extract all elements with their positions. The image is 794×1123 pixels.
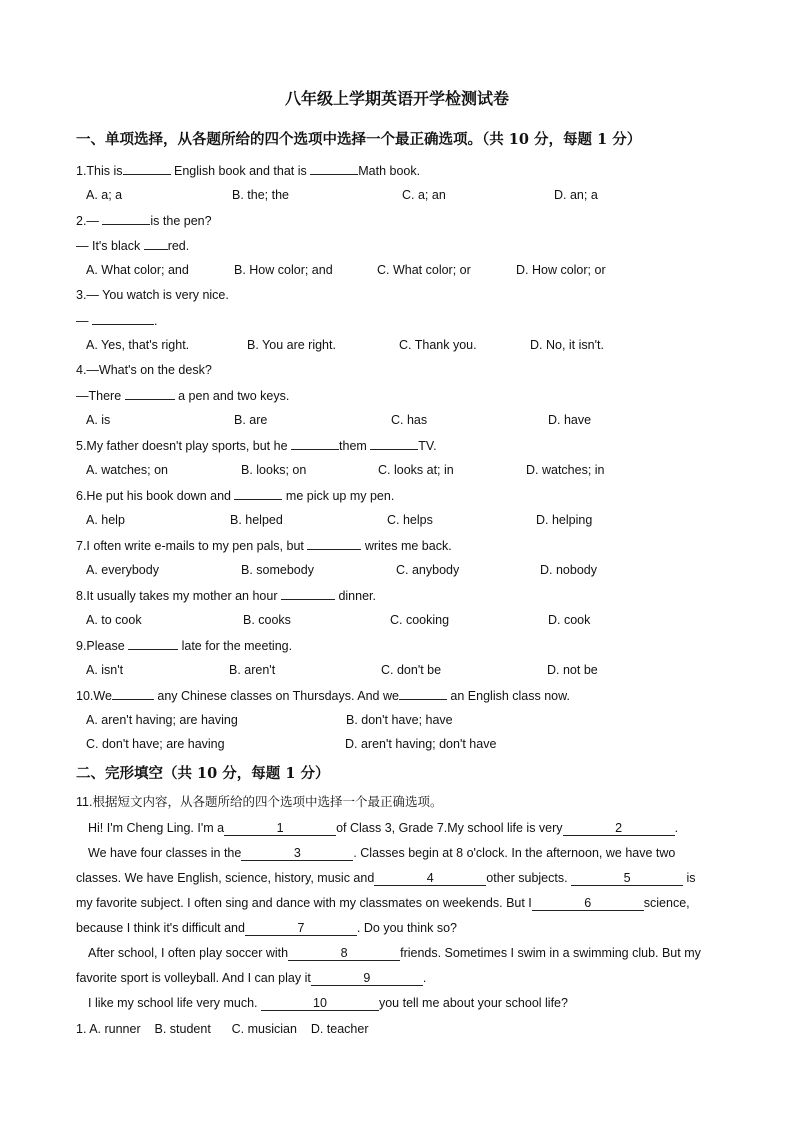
question-9: 9.Please late for the meeting. xyxy=(76,639,293,653)
option-a: A. is xyxy=(86,413,111,427)
answer-blank xyxy=(234,487,282,500)
question-4-reply: —There a pen and two keys. xyxy=(76,389,290,403)
question-2: 2.— is the pen? xyxy=(76,214,212,228)
option-b: B. helped xyxy=(230,513,283,527)
passage-line: favorite sport is volleyball. And I can play it 9 . xyxy=(76,971,427,985)
section-2-heading: 二、完形填空（共 10 分，每题 1 分） xyxy=(76,765,330,782)
option-d: D. No, it isn't. xyxy=(530,338,604,352)
option-c: C. looks at; in xyxy=(378,463,454,477)
option-b: B. the; the xyxy=(232,188,289,202)
answer-blank xyxy=(128,637,178,650)
option-b: B. looks; on xyxy=(241,463,307,477)
numbered-blank: 10 xyxy=(261,996,379,1011)
answer-blank xyxy=(310,162,358,175)
numbered-blank: 7 xyxy=(245,921,357,936)
question-8: 8.It usually takes my mother an hour dinner. xyxy=(76,589,376,603)
option-c: C. What color; or xyxy=(377,263,471,277)
option-d: D. watches; in xyxy=(526,463,605,477)
answer-blank xyxy=(144,237,168,250)
question-5: 5.My father doesn't play sports, but he them TV. xyxy=(76,439,437,453)
option-b: B. How color; and xyxy=(234,263,333,277)
numbered-blank: 1 xyxy=(224,821,336,836)
option-b: B. somebody xyxy=(241,563,314,577)
passage-line: because I think it's difficult and 7 . Do you think so? xyxy=(76,921,457,935)
option-d: D. not be xyxy=(547,663,598,677)
question-1: 1.This is English book and that is Math book. xyxy=(76,164,421,178)
question-3-reply: — . xyxy=(76,314,158,328)
question-4: 4.—What's on the desk? xyxy=(76,363,212,377)
option-b: B. aren't xyxy=(229,663,276,677)
answer-blank xyxy=(112,687,154,700)
page-title: 八年级上学期英语开学检测试卷 xyxy=(284,89,509,108)
option-d: D. cook xyxy=(548,613,591,627)
answer-blank xyxy=(125,387,175,400)
passage-line: classes. We have English, science, history, music and 4 other subjects. 5 is xyxy=(76,871,696,885)
option-c: C. Thank you. xyxy=(399,338,477,352)
question-11-instruction: 11.根据短文内容，从各题所给的四个选项中选择一个最正确选项。 xyxy=(76,795,443,809)
answer-blank xyxy=(123,162,171,175)
option-c: C. anybody xyxy=(396,563,460,577)
option-c: C. don't be xyxy=(381,663,442,677)
option-a: A. Yes, that's right. xyxy=(86,338,190,352)
option-d: D. aren't having; don't have xyxy=(345,737,497,751)
option-a: A. everybody xyxy=(86,563,159,577)
option-d: D. nobody xyxy=(540,563,597,577)
option-a: A. help xyxy=(86,513,125,527)
passage-line: Hi! I'm Cheng Ling. I'm a 1 of Class 3, Grade 7.My school life is very 2 . xyxy=(88,821,679,835)
answer-blank xyxy=(307,537,361,550)
answer-blank xyxy=(370,437,418,450)
question-7: 7.I often write e-mails to my pen pals, but writes me back. xyxy=(76,539,452,553)
option-a: A. aren't having; are having xyxy=(86,713,238,727)
passage-line: my favorite subject. I often sing and dance with my classmates on weekends. But I 6 science, xyxy=(76,896,690,910)
numbered-blank: 6 xyxy=(532,896,644,911)
option-a: A. What color; and xyxy=(86,263,189,277)
option-d: D. How color; or xyxy=(516,263,606,277)
numbered-blank: 8 xyxy=(288,946,400,961)
option-a: A. to cook xyxy=(86,613,142,627)
option-c: C. a; an xyxy=(402,188,446,202)
numbered-blank: 5 xyxy=(571,871,683,886)
option-b: B. cooks xyxy=(243,613,291,627)
answer-blank xyxy=(92,312,154,325)
numbered-blank: 9 xyxy=(311,971,423,986)
passage-line: I like my school life very much. 10 you tell me about your school life? xyxy=(88,996,568,1010)
option-b: B. You are right. xyxy=(247,338,336,352)
answer-blank xyxy=(281,587,335,600)
answer-blank xyxy=(291,437,339,450)
option-c: C. helps xyxy=(387,513,433,527)
option-d: D. have xyxy=(548,413,592,427)
numbered-blank: 2 xyxy=(563,821,675,836)
passage-line: We have four classes in the 3 . Classes begin at 8 o'clock. In the afternoon, we have two xyxy=(88,846,676,860)
question-6: 6.He put his book down and me pick up my pen. xyxy=(76,489,395,503)
option-c: C. has xyxy=(391,413,428,427)
option-d: D. an; a xyxy=(554,188,598,202)
option-c: C. cooking xyxy=(390,613,450,627)
option-a: A. a; a xyxy=(86,188,123,202)
option-a: A. watches; on xyxy=(86,463,168,477)
answer-blank xyxy=(399,687,447,700)
cloze-question-1-options: 1. A. runner B. student C. musician D. teacher xyxy=(76,1022,369,1036)
option-c: C. don't have; are having xyxy=(86,737,225,751)
question-10: 10.We any Chinese classes on Thursdays. And we an English class now. xyxy=(76,689,570,703)
numbered-blank: 4 xyxy=(374,871,486,886)
option-b: B. don't have; have xyxy=(346,713,453,727)
option-d: D. helping xyxy=(536,513,593,527)
question-2-reply: — It's black red. xyxy=(76,239,190,253)
answer-blank xyxy=(102,212,150,225)
section-1-heading: 一、单项选择，从各题所给的四个选项中选择一个最正确选项。（共 10 分，每题 1 分） xyxy=(76,131,642,148)
option-b: B. are xyxy=(234,413,268,427)
passage-line: After school, I often play soccer with 8 friends. Sometimes I swim in a swimming club. But my xyxy=(88,946,701,960)
question-3: 3.— You watch is very nice. xyxy=(76,288,229,302)
option-a: A. isn't xyxy=(86,663,124,677)
numbered-blank: 3 xyxy=(241,846,353,861)
